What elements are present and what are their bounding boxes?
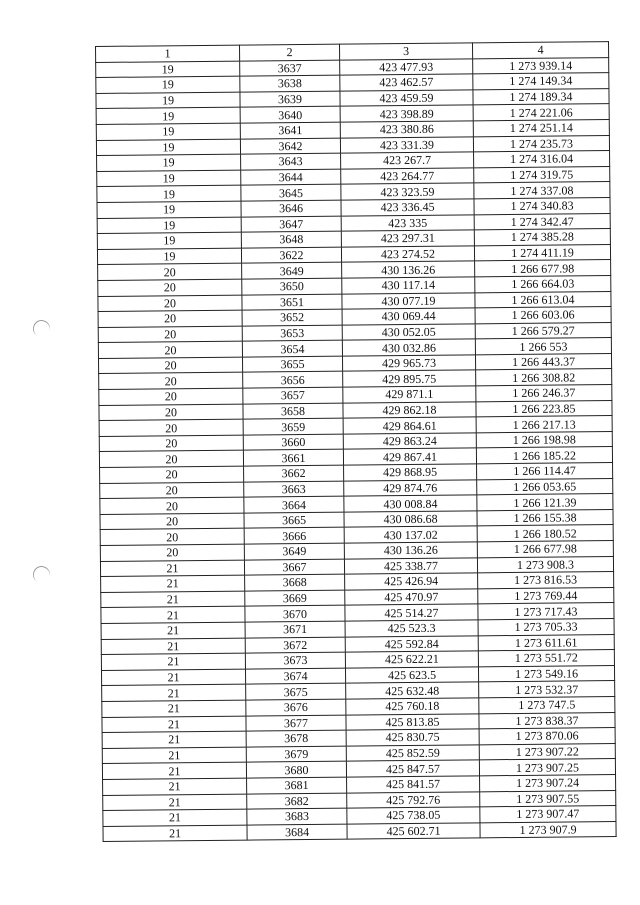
y-coordinate-cell: 1 273 717.43 — [478, 603, 614, 620]
section-cell: 20 — [99, 373, 243, 390]
point-number-cell: 3660 — [243, 434, 343, 451]
punch-hole-mark-bottom — [31, 564, 53, 586]
section-cell: 21 — [103, 809, 247, 826]
section-cell: 20 — [98, 326, 242, 343]
point-number-cell: 3668 — [245, 574, 345, 591]
point-number-cell: 3641 — [240, 122, 340, 139]
y-coordinate-cell: 1 266 246.37 — [476, 385, 612, 402]
section-cell: 21 — [102, 700, 246, 717]
x-coordinate-cell: 423 335 — [341, 214, 474, 231]
x-coordinate-cell: 425 841.57 — [347, 776, 480, 793]
y-coordinate-cell: 1 266 114.47 — [477, 463, 613, 480]
section-cell: 20 — [100, 482, 244, 499]
y-coordinate-cell: 1 266 223.85 — [476, 400, 612, 417]
point-number-cell: 3644 — [241, 169, 341, 186]
section-cell: 20 — [98, 310, 242, 327]
section-cell: 19 — [97, 185, 241, 202]
section-cell: 21 — [101, 575, 245, 592]
point-number-cell: 3672 — [245, 637, 345, 654]
section-cell: 21 — [102, 747, 246, 764]
x-coordinate-cell: 425 830.75 — [346, 729, 479, 746]
point-number-cell: 3653 — [242, 325, 342, 342]
section-cell: 20 — [100, 513, 244, 530]
coordinates-table-wrapper — [95, 41, 616, 842]
section-cell: 20 — [100, 497, 244, 514]
point-number-cell: 3673 — [245, 652, 345, 669]
section-cell: 21 — [101, 622, 245, 639]
x-coordinate-cell: 423 297.31 — [341, 230, 474, 247]
point-number-cell: 3639 — [240, 91, 340, 108]
section-cell: 21 — [102, 716, 246, 733]
section-cell: 21 — [102, 762, 246, 779]
y-coordinate-cell: 1 273 838.37 — [479, 712, 615, 729]
section-cell: 20 — [98, 341, 242, 358]
x-coordinate-cell: 429 862.18 — [343, 402, 476, 419]
y-coordinate-cell: 1 266 677.98 — [477, 541, 613, 558]
x-coordinate-cell: 423 323.59 — [341, 183, 474, 200]
x-coordinate-cell: 425 632.48 — [346, 682, 479, 699]
x-coordinate-cell: 423 274.52 — [341, 246, 474, 263]
y-coordinate-cell: 1 266 613.04 — [475, 291, 611, 308]
x-coordinate-cell: 425 426.94 — [345, 573, 478, 590]
y-coordinate-cell: 1 274 340.83 — [474, 198, 610, 215]
x-coordinate-cell: 430 086.68 — [344, 511, 477, 528]
y-coordinate-cell: 1 266 579.27 — [475, 322, 611, 339]
point-number-cell: 3648 — [241, 231, 341, 248]
point-number-cell: 3649 — [242, 262, 342, 279]
x-coordinate-cell: 429 895.75 — [343, 370, 476, 387]
point-number-cell: 3666 — [244, 528, 344, 545]
y-coordinate-cell: 1 274 385.28 — [474, 229, 610, 246]
section-cell: 21 — [101, 669, 245, 686]
x-coordinate-cell: 425 602.71 — [347, 823, 480, 840]
section-cell: 19 — [96, 123, 240, 140]
x-coordinate-cell: 430 032.86 — [342, 339, 475, 356]
x-coordinate-cell: 423 331.39 — [340, 136, 473, 153]
section-cell: 20 — [99, 435, 243, 452]
x-coordinate-cell: 425 592.84 — [345, 635, 478, 652]
x-coordinate-cell: 430 077.19 — [342, 292, 475, 309]
section-cell: 19 — [97, 170, 241, 187]
x-coordinate-cell: 423 398.89 — [340, 105, 473, 122]
header-cell-1: 1 — [96, 45, 240, 62]
point-number-cell: 3645 — [241, 184, 341, 201]
section-cell: 20 — [98, 263, 242, 280]
y-coordinate-cell: 1 274 149.34 — [473, 73, 609, 90]
point-number-cell: 3683 — [247, 808, 347, 825]
section-cell: 19 — [97, 154, 241, 171]
y-coordinate-cell: 1 266 155.38 — [477, 509, 613, 526]
point-number-cell: 3651 — [242, 294, 342, 311]
section-cell: 19 — [96, 139, 240, 156]
x-coordinate-cell: 423 459.59 — [340, 90, 473, 107]
punch-hole-mark-top — [31, 318, 53, 340]
x-coordinate-cell: 423 380.86 — [340, 121, 473, 138]
section-cell: 21 — [103, 825, 247, 842]
y-coordinate-cell: 1 273 939.14 — [473, 57, 609, 74]
section-cell: 19 — [96, 61, 240, 78]
section-cell: 21 — [100, 560, 244, 577]
section-cell: 19 — [97, 217, 241, 234]
y-coordinate-cell: 1 273 907.47 — [480, 806, 616, 823]
x-coordinate-cell: 429 871.1 — [343, 386, 476, 403]
section-cell: 20 — [99, 419, 243, 436]
x-coordinate-cell: 430 052.05 — [342, 324, 475, 341]
y-coordinate-cell: 1 273 551.72 — [478, 650, 614, 667]
y-coordinate-cell: 1 273 907.24 — [480, 774, 616, 791]
x-coordinate-cell: 423 462.57 — [340, 74, 473, 91]
point-number-cell: 3638 — [240, 75, 340, 92]
point-number-cell: 3658 — [243, 403, 343, 420]
x-coordinate-cell: 425 760.18 — [346, 698, 479, 715]
point-number-cell: 3665 — [244, 512, 344, 529]
point-number-cell: 3684 — [247, 824, 347, 841]
y-coordinate-cell: 1 266 121.39 — [477, 494, 613, 511]
point-number-cell: 3657 — [243, 387, 343, 404]
y-coordinate-cell: 1 273 816.53 — [478, 572, 614, 589]
section-cell: 21 — [102, 684, 246, 701]
y-coordinate-cell: 1 274 251.14 — [473, 120, 609, 137]
point-number-cell: 3675 — [246, 683, 346, 700]
point-number-cell: 3677 — [246, 715, 346, 732]
y-coordinate-cell: 1 266 553 — [475, 338, 611, 355]
section-cell: 20 — [100, 544, 244, 561]
x-coordinate-cell: 429 867.41 — [343, 448, 476, 465]
point-number-cell: 3669 — [245, 590, 345, 607]
point-number-cell: 3670 — [245, 606, 345, 623]
y-coordinate-cell: 1 266 677.98 — [475, 260, 611, 277]
y-coordinate-cell: 1 274 316.04 — [474, 151, 610, 168]
point-number-cell: 3662 — [244, 465, 344, 482]
point-number-cell: 3671 — [245, 621, 345, 638]
y-coordinate-cell: 1 274 189.34 — [473, 88, 609, 105]
x-coordinate-cell: 430 137.02 — [344, 526, 477, 543]
header-cell-2: 2 — [239, 44, 339, 61]
point-number-cell: 3680 — [246, 761, 346, 778]
point-number-cell: 3642 — [240, 138, 340, 155]
section-cell: 21 — [103, 794, 247, 811]
x-coordinate-cell: 425 338.77 — [344, 557, 477, 574]
section-cell: 20 — [99, 388, 243, 405]
point-number-cell: 3676 — [246, 699, 346, 716]
section-cell: 20 — [99, 451, 243, 468]
y-coordinate-cell: 1 273 907.22 — [479, 743, 615, 760]
section-cell: 20 — [100, 528, 244, 545]
y-coordinate-cell: 1 274 235.73 — [473, 135, 609, 152]
point-number-cell: 3674 — [245, 668, 345, 685]
y-coordinate-cell: 1 273 907.55 — [480, 790, 616, 807]
y-coordinate-cell: 1 266 308.82 — [476, 369, 612, 386]
y-coordinate-cell: 1 273 705.33 — [478, 619, 614, 636]
section-cell: 20 — [98, 295, 242, 312]
section-cell: 19 — [96, 92, 240, 109]
section-cell: 19 — [97, 248, 241, 265]
point-number-cell: 3655 — [242, 356, 342, 373]
y-coordinate-cell: 1 266 603.06 — [475, 307, 611, 324]
y-coordinate-cell: 1 273 532.37 — [479, 681, 615, 698]
x-coordinate-cell: 430 117.14 — [342, 277, 475, 294]
y-coordinate-cell: 1 273 769.44 — [478, 587, 614, 604]
header-cell-4: 4 — [472, 42, 608, 59]
y-coordinate-cell: 1 274 342.47 — [474, 213, 610, 230]
y-coordinate-cell: 1 266 664.03 — [475, 275, 611, 292]
x-coordinate-cell: 430 136.26 — [342, 261, 475, 278]
x-coordinate-cell: 430 136.26 — [344, 542, 477, 559]
section-cell: 19 — [96, 76, 240, 93]
y-coordinate-cell: 1 274 411.19 — [474, 244, 610, 261]
point-number-cell: 3652 — [242, 309, 342, 326]
y-coordinate-cell: 1 273 907.9 — [480, 821, 616, 838]
y-coordinate-cell: 1 273 747.5 — [479, 696, 615, 713]
y-coordinate-cell: 1 274 337.08 — [474, 182, 610, 199]
section-cell: 21 — [101, 638, 245, 655]
point-number-cell: 3637 — [240, 60, 340, 77]
point-number-cell: 3659 — [243, 418, 343, 435]
x-coordinate-cell: 425 813.85 — [346, 713, 479, 730]
point-number-cell: 3640 — [240, 107, 340, 124]
x-coordinate-cell: 429 965.73 — [342, 355, 475, 372]
table-body — [96, 57, 616, 842]
y-coordinate-cell: 1 266 053.65 — [477, 478, 613, 495]
x-coordinate-cell: 423 267.7 — [341, 152, 474, 169]
point-number-cell: 3654 — [242, 340, 342, 357]
y-coordinate-cell: 1 266 198.98 — [476, 431, 612, 448]
x-coordinate-cell: 425 523.3 — [345, 620, 478, 637]
section-cell: 21 — [103, 778, 247, 795]
y-coordinate-cell: 1 266 185.22 — [476, 447, 612, 464]
section-cell: 21 — [101, 591, 245, 608]
x-coordinate-cell: 429 864.61 — [343, 417, 476, 434]
x-coordinate-cell: 425 470.97 — [345, 589, 478, 606]
x-coordinate-cell: 429 874.76 — [344, 479, 477, 496]
section-cell: 19 — [97, 201, 241, 218]
point-number-cell: 3667 — [244, 559, 344, 576]
x-coordinate-cell: 423 336.45 — [341, 199, 474, 216]
x-coordinate-cell: 429 868.95 — [344, 464, 477, 481]
section-cell: 19 — [97, 232, 241, 249]
section-cell: 20 — [100, 466, 244, 483]
point-number-cell: 3646 — [241, 200, 341, 217]
point-number-cell: 3661 — [243, 450, 343, 467]
x-coordinate-cell: 430 069.44 — [342, 308, 475, 325]
point-number-cell: 3681 — [247, 777, 347, 794]
header-cell-3: 3 — [339, 43, 472, 60]
x-coordinate-cell: 425 623.5 — [345, 667, 478, 684]
section-cell: 19 — [96, 107, 240, 124]
x-coordinate-cell: 425 852.59 — [346, 745, 479, 762]
y-coordinate-cell: 1 274 319.75 — [474, 166, 610, 183]
section-cell: 20 — [98, 279, 242, 296]
y-coordinate-cell: 1 273 907.25 — [479, 759, 615, 776]
section-cell: 21 — [101, 653, 245, 670]
x-coordinate-cell: 430 008.84 — [344, 495, 477, 512]
point-number-cell: 3682 — [247, 793, 347, 810]
x-coordinate-cell: 425 792.76 — [347, 791, 480, 808]
point-number-cell: 3647 — [241, 216, 341, 233]
section-cell: 21 — [102, 731, 246, 748]
point-number-cell: 3678 — [246, 730, 346, 747]
x-coordinate-cell: 425 514.27 — [345, 604, 478, 621]
section-cell: 20 — [98, 357, 242, 374]
point-number-cell: 3663 — [244, 481, 344, 498]
point-number-cell: 3650 — [242, 278, 342, 295]
point-number-cell: 3664 — [244, 496, 344, 513]
y-coordinate-cell: 1 273 611.61 — [478, 634, 614, 651]
x-coordinate-cell: 429 863.24 — [343, 433, 476, 450]
y-coordinate-cell: 1 273 908.3 — [477, 556, 613, 573]
y-coordinate-cell: 1 273 549.16 — [478, 665, 614, 682]
point-number-cell: 3656 — [243, 372, 343, 389]
x-coordinate-cell: 423 264.77 — [341, 168, 474, 185]
section-cell: 20 — [99, 404, 243, 421]
y-coordinate-cell: 1 266 443.37 — [475, 353, 611, 370]
section-cell: 21 — [101, 606, 245, 623]
y-coordinate-cell: 1 266 217.13 — [476, 416, 612, 433]
point-number-cell: 3643 — [241, 153, 341, 170]
x-coordinate-cell: 423 477.93 — [340, 58, 473, 75]
y-coordinate-cell: 1 273 870.06 — [479, 728, 615, 745]
x-coordinate-cell: 425 622.21 — [345, 651, 478, 668]
point-number-cell: 3622 — [241, 247, 341, 264]
y-coordinate-cell: 1 266 180.52 — [477, 525, 613, 542]
point-number-cell: 3679 — [246, 746, 346, 763]
x-coordinate-cell: 425 847.57 — [346, 760, 479, 777]
y-coordinate-cell: 1 274 221.06 — [473, 104, 609, 121]
point-number-cell: 3649 — [244, 543, 344, 560]
x-coordinate-cell: 425 738.05 — [347, 807, 480, 824]
coordinates-table — [95, 41, 617, 842]
